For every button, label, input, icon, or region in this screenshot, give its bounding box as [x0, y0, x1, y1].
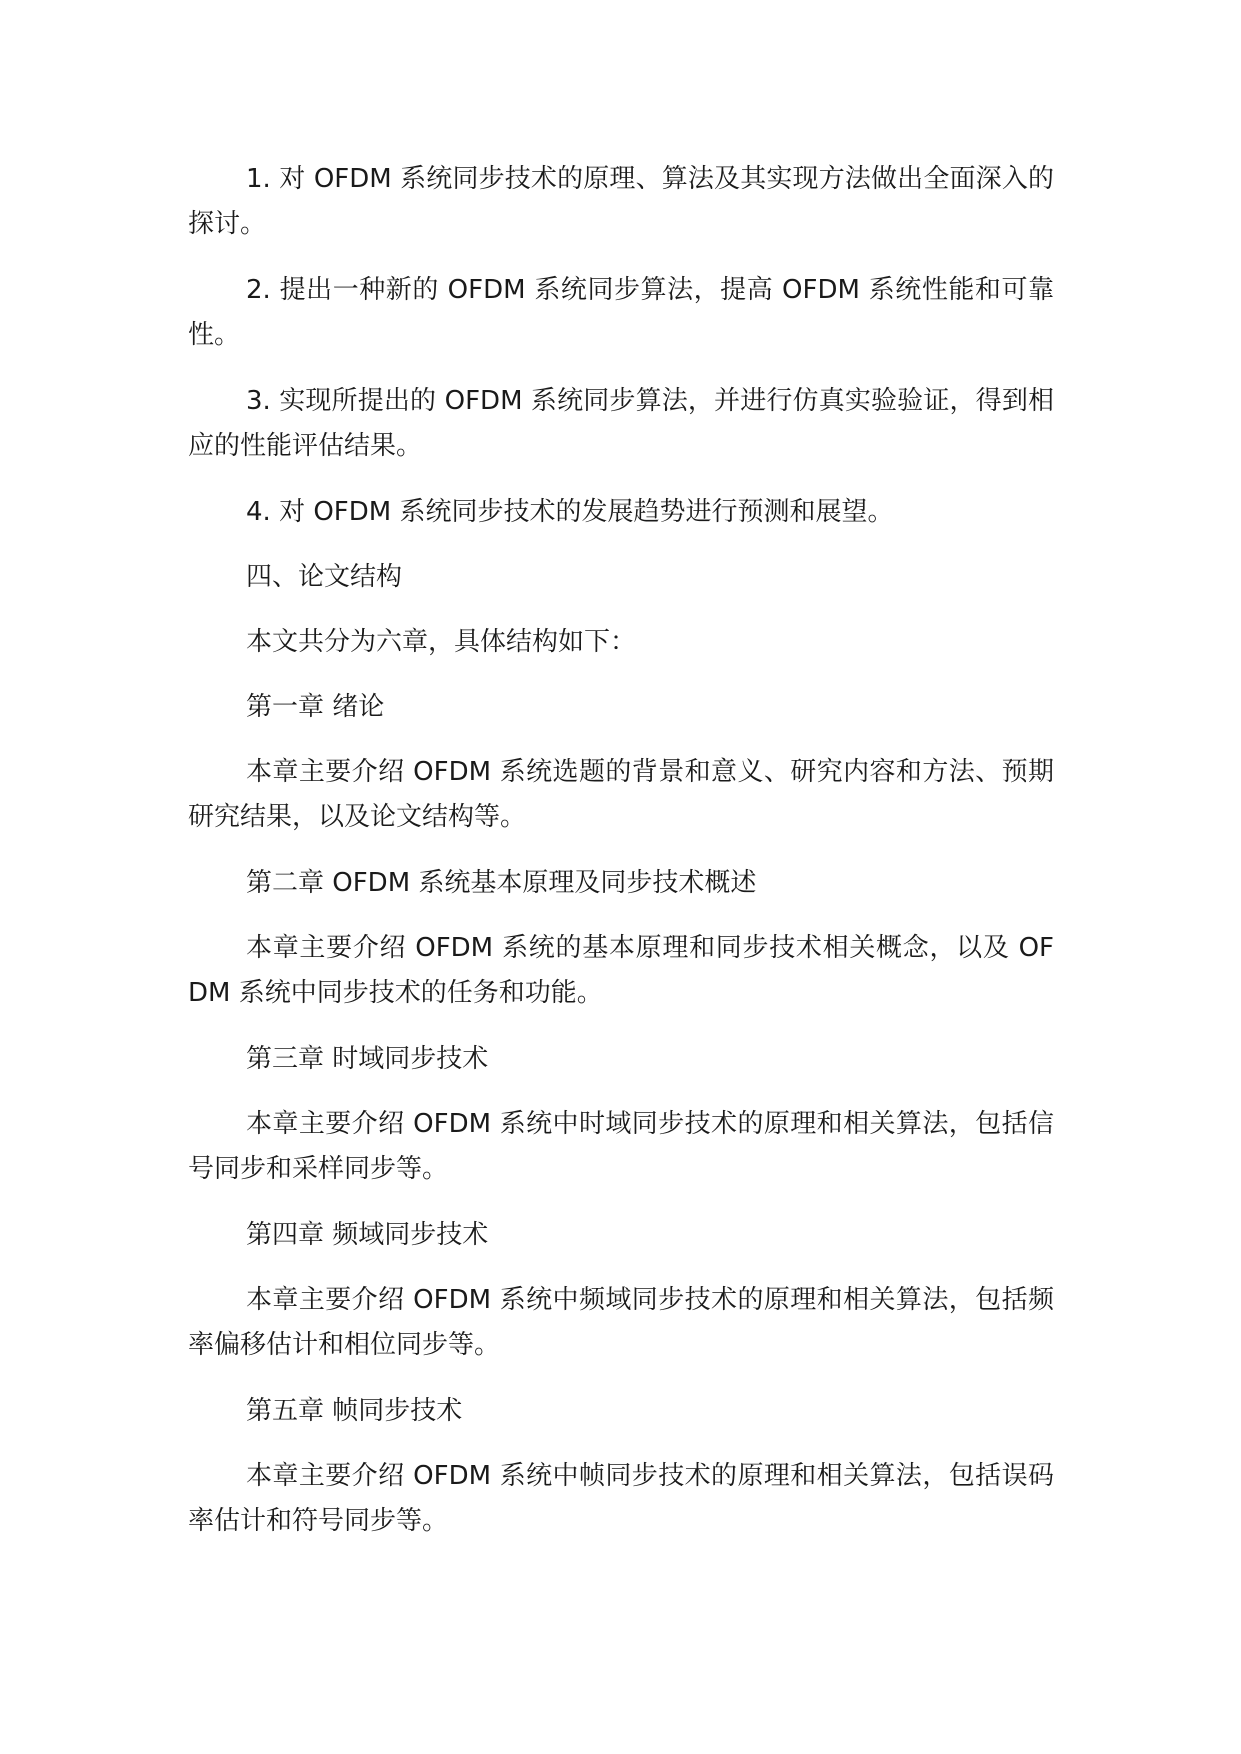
chapter-4-title: 第四章 频域同步技术: [246, 1220, 489, 1250]
objective-item-1: 1. 对 OFDM 系统同步技术的原理、算法及其实现方法做出全面深入的探讨。: [188, 164, 1054, 239]
objective-item-3: 3. 实现所提出的 OFDM 系统同步算法，并进行仿真实验验证，得到相应的性能评估结果。: [188, 386, 1054, 461]
chapter-2-description: 本章主要介绍 OFDM 系统的基本原理和同步技术相关概念，以及 OFDM 系统中同步技术的任务和功能。: [188, 933, 1054, 1008]
structure-intro: 本文共分为六章，具体结构如下：: [246, 627, 637, 657]
chapter-3-description: 本章主要介绍 OFDM 系统中时域同步技术的原理和相关算法，包括信号同步和采样同步等。: [188, 1109, 1054, 1184]
chapter-3-title: 第三章 时域同步技术: [246, 1044, 489, 1074]
chapter-4-description: 本章主要介绍 OFDM 系统中频域同步技术的原理和相关算法，包括频率偏移估计和相位同步等。: [188, 1285, 1054, 1360]
chapter-1-description: 本章主要介绍 OFDM 系统选题的背景和意义、研究内容和方法、预期研究结果，以及论文结构等。: [188, 757, 1054, 832]
objective-item-4: 4. 对 OFDM 系统同步技术的发展趋势进行预测和展望。: [246, 497, 894, 527]
chapter-5-description: 本章主要介绍 OFDM 系统中帧同步技术的原理和相关算法，包括误码率估计和符号同步等。: [188, 1461, 1054, 1536]
chapter-2-title: 第二章 OFDM 系统基本原理及同步技术概述: [246, 868, 757, 898]
section-heading-structure: 四、论文结构: [246, 562, 403, 592]
chapter-5-title: 第五章 帧同步技术: [246, 1396, 463, 1426]
objective-item-2: 2. 提出一种新的 OFDM 系统同步算法，提高 OFDM 系统性能和可靠性。: [188, 275, 1054, 350]
chapter-1-title: 第一章 绪论: [246, 692, 385, 722]
document-body: [188, 157, 1054, 1565]
